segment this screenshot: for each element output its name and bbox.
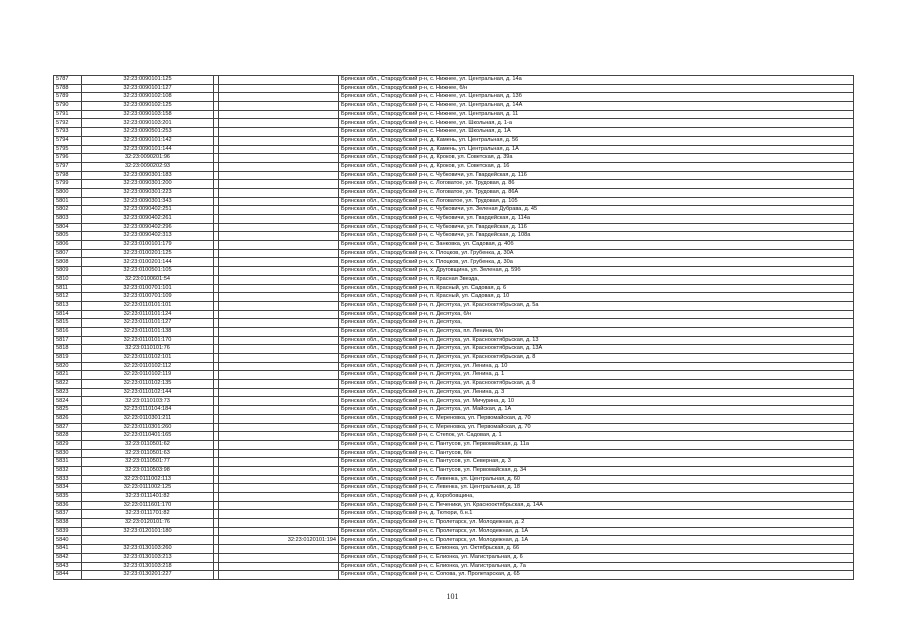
table-row	[54, 484, 854, 493]
table-row	[54, 414, 854, 423]
address-cell: Брянская обл., Стародубский р-н, п. Десятуха, ул. Краснооктябрьская, д. 13	[339, 336, 854, 345]
cadastral-number-cell: 32:23:0110102:144	[82, 388, 214, 397]
secondary-cadastral-cell	[219, 310, 339, 319]
table-row	[54, 310, 854, 319]
address-cell: Брянская обл., Стародубский р-н, с. Нижнее, ул. Центральная, д. 11	[339, 110, 854, 119]
table-row	[54, 258, 854, 267]
cadastral-number-cell: 32:23:0090402:313	[82, 232, 214, 241]
cadastral-number-cell	[82, 536, 214, 545]
cadastral-number-cell: 32:23:0130201:227	[82, 571, 214, 580]
table-row	[54, 232, 854, 241]
secondary-cadastral-cell	[219, 136, 339, 145]
page-number: 101	[446, 592, 459, 601]
table-row	[54, 93, 854, 102]
address-cell: Брянская обл., Стародубский р-н, п. Десятуха, ул. Ленина, д. 3	[339, 388, 854, 397]
row-number-cell: 5826	[54, 414, 82, 423]
row-number-cell: 5797	[54, 162, 82, 171]
secondary-cadastral-cell	[219, 154, 339, 163]
table-row	[54, 466, 854, 475]
cadastral-number-cell: 32:23:0100601:54	[82, 275, 214, 284]
table-row	[54, 154, 854, 163]
table-row	[54, 249, 854, 258]
address-cell: Брянская обл., Стародубский р-н, п. Десятуха, б/н	[339, 310, 854, 319]
cadastral-number-cell: 32:23:0120101:76	[82, 519, 214, 528]
table-row	[54, 136, 854, 145]
secondary-cadastral-cell	[219, 301, 339, 310]
table-row	[54, 397, 854, 406]
row-number-cell: 5793	[54, 128, 82, 137]
cadastral-number-cell: 32:23:0090103:201	[82, 119, 214, 128]
row-number-cell: 5840	[54, 536, 82, 545]
address-cell: Брянская обл., Стародубский р-н, п. Красная Звезда,	[339, 275, 854, 284]
secondary-cadastral-cell	[219, 388, 339, 397]
address-cell: Брянская обл., Стародубский р-н, с. Елионка, ул. Магистральная, д. 6	[339, 553, 854, 562]
table-row	[54, 354, 854, 363]
row-number-cell: 5801	[54, 197, 82, 206]
row-number-cell: 5795	[54, 145, 82, 154]
row-number-cell: 5819	[54, 354, 82, 363]
cadastral-number-cell: 32:23:0090201:96	[82, 154, 214, 163]
table-row	[54, 327, 854, 336]
table-row	[54, 84, 854, 93]
row-number-cell: 5813	[54, 301, 82, 310]
secondary-cadastral-cell	[219, 275, 339, 284]
table-row	[54, 440, 854, 449]
table-row	[54, 388, 854, 397]
address-cell: Брянская обл., Стародубский р-н, с. Пантусов, б/н	[339, 449, 854, 458]
table-row	[54, 275, 854, 284]
cadastral-number-cell: 32:23:0090101:127	[82, 84, 214, 93]
table-row	[54, 284, 854, 293]
address-cell: Брянская обл., Стародубский р-н, с. Нижнее, ул. Центральная, д. 13б	[339, 93, 854, 102]
row-number-cell: 5809	[54, 267, 82, 276]
secondary-cadastral-cell	[219, 475, 339, 484]
cadastral-number-cell: 32:23:0110102:135	[82, 380, 214, 389]
address-cell: Брянская обл., Стародубский р-н, д. Коробовщина,	[339, 493, 854, 502]
secondary-cadastral-cell	[219, 232, 339, 241]
cadastral-number-cell: 32:23:0110101:127	[82, 319, 214, 328]
cadastral-number-cell: 32:23:0110101:138	[82, 327, 214, 336]
address-cell: Брянская обл., Стародубский р-н, с. Левенка, ул. Центральная, д. 60	[339, 475, 854, 484]
cadastral-number-cell: 32:23:0130103:213	[82, 553, 214, 562]
row-number-cell: 5812	[54, 293, 82, 302]
address-cell: Брянская обл., Стародубский р-н, с. Мереновка, ул. Первомайская, д. 70	[339, 423, 854, 432]
address-cell: Брянская обл., Стародубский р-н, д. Камень, ул. Центральная, д. 1А	[339, 145, 854, 154]
cadastral-number-cell: 32:23:0110104:184	[82, 406, 214, 415]
row-number-cell: 5822	[54, 380, 82, 389]
cadastral-number-cell: 32:23:0120101:180	[82, 527, 214, 536]
row-number-cell: 5787	[54, 76, 82, 85]
cadastral-number-cell: 32:23:0130103:218	[82, 562, 214, 571]
row-number-cell: 5832	[54, 466, 82, 475]
table-row	[54, 380, 854, 389]
cadastral-number-cell: 32:23:0110501:63	[82, 449, 214, 458]
cadastral-number-cell: 32:23:0110102:101	[82, 354, 214, 363]
table-row	[54, 119, 854, 128]
table-row	[54, 197, 854, 206]
address-cell: Брянская обл., Стародубский р-н, с. Степок, ул. Садовая, д. 1	[339, 432, 854, 441]
secondary-cadastral-cell	[219, 249, 339, 258]
address-cell: Брянская обл., Стародубский р-н, с. Пролетарск, ул. Молодежная, д. 2	[339, 519, 854, 528]
secondary-cadastral-cell	[219, 319, 339, 328]
table-row	[54, 536, 854, 545]
secondary-cadastral-cell	[219, 162, 339, 171]
secondary-cadastral-cell	[219, 519, 339, 528]
secondary-cadastral-cell	[219, 345, 339, 354]
cadastral-number-cell: 32:23:0090402:296	[82, 223, 214, 232]
secondary-cadastral-cell	[219, 571, 339, 580]
address-cell: Брянская обл., Стародубский р-н, с. Левенка, ул. Центральная, д. 18	[339, 484, 854, 493]
table-row	[54, 545, 854, 554]
table-row	[54, 267, 854, 276]
cadastral-number-cell: 32:23:0110501:62	[82, 440, 214, 449]
address-cell: Брянская обл., Стародубский р-н, с. Чубковичи, ул. Гвардейская, д. 116	[339, 171, 854, 180]
cadastral-number-cell: 32:23:0111002:113	[82, 475, 214, 484]
cadastral-number-cell: 32:23:0090402:251	[82, 206, 214, 215]
secondary-cadastral-cell	[219, 371, 339, 380]
row-number-cell: 5805	[54, 232, 82, 241]
cadastral-number-cell: 32:23:0090102:108	[82, 93, 214, 102]
row-number-cell: 5831	[54, 458, 82, 467]
table-row	[54, 553, 854, 562]
cadastral-number-cell: 32:23:0090301:183	[82, 171, 214, 180]
address-cell: Брянская обл., Стародубский р-н, д. Кроков, ул. Советская, д. 16	[339, 162, 854, 171]
row-number-cell: 5806	[54, 241, 82, 250]
address-cell: Брянская обл., Стародубский р-н, с. Чубковичи, ул. Гвардейская, д. 114а	[339, 215, 854, 224]
address-cell: Брянская обл., Стародубский р-н, с. Елионка, ул. Октябрьская, д. 66	[339, 545, 854, 554]
address-cell: Брянская обл., Стародубский р-н, х. Друговщина, ул. Зеленая, д. 59б	[339, 267, 854, 276]
secondary-cadastral-cell	[219, 267, 339, 276]
secondary-cadastral-cell	[219, 327, 339, 336]
table-row	[54, 128, 854, 137]
address-cell: Брянская обл., Стародубский р-н, п. Десятуха, пл. Ленина, б/н	[339, 327, 854, 336]
row-number-cell: 5803	[54, 215, 82, 224]
address-cell: Брянская обл., Стародубский р-н, х. Плоцков, ул. Грубенка, д. 30а	[339, 258, 854, 267]
row-number-cell: 5834	[54, 484, 82, 493]
address-cell: Брянская обл., Стародубский р-н, с. Пролетарск, ул. Молодежная, д. 1А	[339, 536, 854, 545]
address-cell: Брянская обл., Стародубский р-н, с. Сопова, ул. Пролетарская, д. 65	[339, 571, 854, 580]
row-number-cell: 5815	[54, 319, 82, 328]
secondary-cadastral-cell	[219, 180, 339, 189]
secondary-cadastral-cell	[219, 102, 339, 111]
table-row	[54, 475, 854, 484]
table-row	[54, 458, 854, 467]
row-number-cell: 5835	[54, 493, 82, 502]
cadastral-number-cell: 32:23:0110301:260	[82, 423, 214, 432]
secondary-cadastral-cell	[219, 110, 339, 119]
address-cell: Брянская обл., Стародубский р-н, с. Чубковичи, ул. Гвардейская, д. 108а	[339, 232, 854, 241]
secondary-cadastral-cell	[219, 76, 339, 85]
table-row	[54, 223, 854, 232]
cadastral-number-cell: 32:23:0090301:343	[82, 197, 214, 206]
table-row	[54, 449, 854, 458]
row-number-cell: 5810	[54, 275, 82, 284]
address-cell: Брянская обл., Стародубский р-н, с. Занковка, ул. Садовая, д. 40б	[339, 241, 854, 250]
cadastral-number-cell: 32:23:0110501:77	[82, 458, 214, 467]
address-cell: Брянская обл., Стародубский р-н, п. Десятуха, ул. Майская, д. 1А	[339, 406, 854, 415]
row-number-cell: 5794	[54, 136, 82, 145]
row-number-cell: 5796	[54, 154, 82, 163]
secondary-cadastral-cell	[219, 362, 339, 371]
address-cell: Брянская обл., Стародубский р-н, с. Пантусов, ул. Первомайская, д. 11а	[339, 440, 854, 449]
address-cell: Брянская обл., Стародубский р-н, с. Пантусов, ул. Северная, д. 3	[339, 458, 854, 467]
cadastral-number-cell: 32:23:0110101:124	[82, 310, 214, 319]
cadastral-number-cell: 32:23:0110101:76	[82, 345, 214, 354]
cadastral-number-cell: 32:23:0110101:101	[82, 301, 214, 310]
row-number-cell: 5799	[54, 180, 82, 189]
cadastral-number-cell: 32:23:0110103:73	[82, 397, 214, 406]
table-row	[54, 562, 854, 571]
address-cell: Брянская обл., Стародубский р-н, д. Тютюри, б.н.1	[339, 510, 854, 519]
secondary-cadastral-cell	[219, 197, 339, 206]
row-number-cell: 5817	[54, 336, 82, 345]
row-number-cell: 5830	[54, 449, 82, 458]
table-row	[54, 519, 854, 528]
address-cell: Брянская обл., Стародубский р-н, с. Печеники, ул. Краснооктябрьская, д. 14А	[339, 501, 854, 510]
table-row	[54, 501, 854, 510]
row-number-cell: 5836	[54, 501, 82, 510]
table-row	[54, 432, 854, 441]
row-number-cell: 5798	[54, 171, 82, 180]
address-cell: Брянская обл., Стародубский р-н, с. Чубковичи, ул. Гвардейская, д. 116	[339, 223, 854, 232]
cadastral-number-cell: 32:23:0100201:125	[82, 249, 214, 258]
secondary-cadastral-cell	[219, 449, 339, 458]
secondary-cadastral-cell	[219, 215, 339, 224]
cadastral-number-cell: 32:23:0100701:109	[82, 293, 214, 302]
table-row	[54, 110, 854, 119]
address-cell: Брянская обл., Стародубский р-н, х. Плоцков, ул. Грубенка, д. 30А	[339, 249, 854, 258]
address-cell: Брянская обл., Стародубский р-н, д. Камень, ул. Центральная, д. 56	[339, 136, 854, 145]
secondary-cadastral-cell	[219, 501, 339, 510]
table-row	[54, 423, 854, 432]
secondary-cadastral-cell	[219, 406, 339, 415]
cadastral-number-cell: 32:23:0100101:179	[82, 241, 214, 250]
address-cell: Брянская обл., Стародубский р-н, с. Нижнее, ул. Школьная, д. 1-а	[339, 119, 854, 128]
table-row	[54, 180, 854, 189]
secondary-cadastral-cell	[219, 336, 339, 345]
table-row	[54, 76, 854, 85]
row-number-cell: 5816	[54, 327, 82, 336]
row-number-cell: 5818	[54, 345, 82, 354]
row-number-cell: 5804	[54, 223, 82, 232]
cadastral-number-cell: 32:23:0111401:82	[82, 493, 214, 502]
cadastral-number-cell: 32:23:0090202:93	[82, 162, 214, 171]
secondary-cadastral-cell	[219, 223, 339, 232]
secondary-cadastral-cell	[219, 484, 339, 493]
cadastral-number-cell: 32:23:0090101:142	[82, 136, 214, 145]
table-row	[54, 188, 854, 197]
cadastral-number-cell: 32:23:0111701:82	[82, 510, 214, 519]
table-row	[54, 493, 854, 502]
secondary-cadastral-cell	[219, 466, 339, 475]
address-cell: Брянская обл., Стародубский р-н, д. Кроков, ул. Советская, д. 39а	[339, 154, 854, 163]
address-cell: Брянская обл., Стародубский р-н, п. Десятуха, ул. Краснооктябрьская, д. 5а	[339, 301, 854, 310]
row-number-cell: 5843	[54, 562, 82, 571]
row-number-cell: 5839	[54, 527, 82, 536]
row-number-cell: 5838	[54, 519, 82, 528]
row-number-cell: 5802	[54, 206, 82, 215]
secondary-cadastral-cell	[219, 119, 339, 128]
cadastral-number-cell: 32:23:0090102:125	[82, 102, 214, 111]
cadastral-number-cell: 32:23:0111601:170	[82, 501, 214, 510]
cadastral-number-cell: 32:23:0090101:144	[82, 145, 214, 154]
address-cell: Брянская обл., Стародубский р-н, п. Десятуха, ул. Ленина, д. 10	[339, 362, 854, 371]
table-row	[54, 171, 854, 180]
table-row	[54, 527, 854, 536]
table-row	[54, 319, 854, 328]
secondary-cadastral-cell	[219, 354, 339, 363]
table-row	[54, 345, 854, 354]
secondary-cadastral-cell	[219, 206, 339, 215]
secondary-cadastral-cell	[219, 510, 339, 519]
secondary-cadastral-cell	[219, 553, 339, 562]
secondary-cadastral-cell: 32:23:0120101:194	[219, 536, 339, 545]
secondary-cadastral-cell	[219, 188, 339, 197]
row-number-cell: 5814	[54, 310, 82, 319]
table-body	[54, 76, 854, 580]
table-row	[54, 571, 854, 580]
address-cell: Брянская обл., Стародубский р-н, с. Чубковичи, ул. Зеленая Дубрава, д. 45	[339, 206, 854, 215]
secondary-cadastral-cell	[219, 84, 339, 93]
cadastral-number-cell: 32:23:0110503:98	[82, 466, 214, 475]
secondary-cadastral-cell	[219, 423, 339, 432]
address-cell: Брянская обл., Стародубский р-н, с. Логоватое, ул. Трудовая, д. 86	[339, 180, 854, 189]
cadastral-number-cell: 32:23:0090301:200	[82, 180, 214, 189]
table-row	[54, 510, 854, 519]
secondary-cadastral-cell	[219, 93, 339, 102]
address-cell: Брянская обл., Стародубский р-н, с. Мереновка, ул. Первомайская, д. 70	[339, 414, 854, 423]
cadastral-number-cell: 32:23:0090402:261	[82, 215, 214, 224]
row-number-cell: 5790	[54, 102, 82, 111]
secondary-cadastral-cell	[219, 128, 339, 137]
secondary-cadastral-cell	[219, 284, 339, 293]
row-number-cell: 5827	[54, 423, 82, 432]
secondary-cadastral-cell	[219, 241, 339, 250]
table-row	[54, 406, 854, 415]
cadastral-number-cell: 32:23:0110401:165	[82, 432, 214, 441]
secondary-cadastral-cell	[219, 258, 339, 267]
cadastral-number-cell: 32:23:0090501:253	[82, 128, 214, 137]
address-cell: Брянская обл., Стародубский р-н, п. Десятуха, ул. Краснооктябрьская, д. 8	[339, 354, 854, 363]
address-cell: Брянская обл., Стародубский р-н, п. Десятуха,	[339, 319, 854, 328]
row-number-cell: 5788	[54, 84, 82, 93]
address-cell: Брянская обл., Стародубский р-н, с. Нижнее, ул. Центральная, д. 14а	[339, 76, 854, 85]
address-cell: Брянская обл., Стародубский р-н, с. Нижнее, б/н	[339, 84, 854, 93]
row-number-cell: 5837	[54, 510, 82, 519]
row-number-cell: 5811	[54, 284, 82, 293]
row-number-cell: 5807	[54, 249, 82, 258]
row-number-cell: 5789	[54, 93, 82, 102]
cadastral-number-cell: 32:23:0100701:101	[82, 284, 214, 293]
cadastral-number-cell: 32:23:0090103:158	[82, 110, 214, 119]
secondary-cadastral-cell	[219, 545, 339, 554]
table-row	[54, 362, 854, 371]
cadastral-number-cell: 32:23:0110101:170	[82, 336, 214, 345]
cadastral-number-cell: 32:23:0110102:119	[82, 371, 214, 380]
cadastral-number-cell: 32:23:0090301:223	[82, 188, 214, 197]
secondary-cadastral-cell	[219, 171, 339, 180]
row-number-cell: 5844	[54, 571, 82, 580]
address-cell: Брянская обл., Стародубский р-н, п. Десятуха, ул. Краснооктябрьская, д. 8	[339, 380, 854, 389]
row-number-cell: 5828	[54, 432, 82, 441]
secondary-cadastral-cell	[219, 414, 339, 423]
secondary-cadastral-cell	[219, 293, 339, 302]
cadastral-number-cell: 32:23:0110301:211	[82, 414, 214, 423]
address-cell: Брянская обл., Стародубский р-н, с. Логоватое, ул. Трудовая, д. 86А	[339, 188, 854, 197]
row-number-cell: 5808	[54, 258, 82, 267]
address-cell: Брянская обл., Стародубский р-н, п. Десятуха, ул. Краснооктябрьская, д. 13А	[339, 345, 854, 354]
cadastral-number-cell: 32:23:0110102:112	[82, 362, 214, 371]
secondary-cadastral-cell	[219, 527, 339, 536]
secondary-cadastral-cell	[219, 458, 339, 467]
secondary-cadastral-cell	[219, 397, 339, 406]
address-cell: Брянская обл., Стародубский р-н, с. Пролетарск, ул. Молодежная, д. 1А	[339, 527, 854, 536]
address-cell: Брянская обл., Стародубский р-н, п. Десятуха, ул. Мичурина, д. 10	[339, 397, 854, 406]
table-row	[54, 371, 854, 380]
secondary-cadastral-cell	[219, 440, 339, 449]
cadastral-number-cell: 32:23:0090101:125	[82, 76, 214, 85]
cadastral-number-cell: 32:23:0100201:144	[82, 258, 214, 267]
table-row	[54, 301, 854, 310]
secondary-cadastral-cell	[219, 562, 339, 571]
secondary-cadastral-cell	[219, 432, 339, 441]
secondary-cadastral-cell	[219, 145, 339, 154]
row-number-cell: 5792	[54, 119, 82, 128]
address-cell: Брянская обл., Стародубский р-н, с. Логоватое, ул. Трудовая, д. 105	[339, 197, 854, 206]
secondary-cadastral-cell	[219, 380, 339, 389]
secondary-cadastral-cell	[219, 493, 339, 502]
cadastral-number-cell: 32:23:0111002:125	[82, 484, 214, 493]
row-number-cell: 5820	[54, 362, 82, 371]
address-cell: Брянская обл., Стародубский р-н, с. Нижнее, ул. Центральная, д. 14А	[339, 102, 854, 111]
table-row	[54, 102, 854, 111]
row-number-cell: 5800	[54, 188, 82, 197]
cadastral-number-cell: 32:23:0100501:105	[82, 267, 214, 276]
address-cell: Брянская обл., Стародубский р-н, с. Нижнее, ул. Школьная, д. 1А	[339, 128, 854, 137]
table-row	[54, 293, 854, 302]
row-number-cell: 5821	[54, 371, 82, 380]
row-number-cell: 5791	[54, 110, 82, 119]
row-number-cell: 5833	[54, 475, 82, 484]
row-number-cell: 5825	[54, 406, 82, 415]
address-cell: Брянская обл., Стародубский р-н, п. Десятуха, ул. Ленина, д. 1	[339, 371, 854, 380]
cadastral-number-cell: 32:23:0130103:260	[82, 545, 214, 554]
address-cell: Брянская обл., Стародубский р-н, п. Красный, ул. Садовая, д. 10	[339, 293, 854, 302]
property-register-table	[53, 75, 854, 580]
row-number-cell: 5823	[54, 388, 82, 397]
row-number-cell: 5842	[54, 553, 82, 562]
table-row	[54, 215, 854, 224]
address-cell: Брянская обл., Стародубский р-н, с. Пантусов, ул. Первомайская, д. 34	[339, 466, 854, 475]
table-row	[54, 336, 854, 345]
address-cell: Брянская обл., Стародубский р-н, п. Красный, ул. Садовая, д. 6	[339, 284, 854, 293]
address-cell: Брянская обл., Стародубский р-н, с. Елионка, ул. Магистральная, д. 7а	[339, 562, 854, 571]
table-row	[54, 206, 854, 215]
row-number-cell: 5829	[54, 440, 82, 449]
table-row	[54, 241, 854, 250]
table-row	[54, 145, 854, 154]
row-number-cell: 5824	[54, 397, 82, 406]
row-number-cell: 5841	[54, 545, 82, 554]
table-row	[54, 162, 854, 171]
